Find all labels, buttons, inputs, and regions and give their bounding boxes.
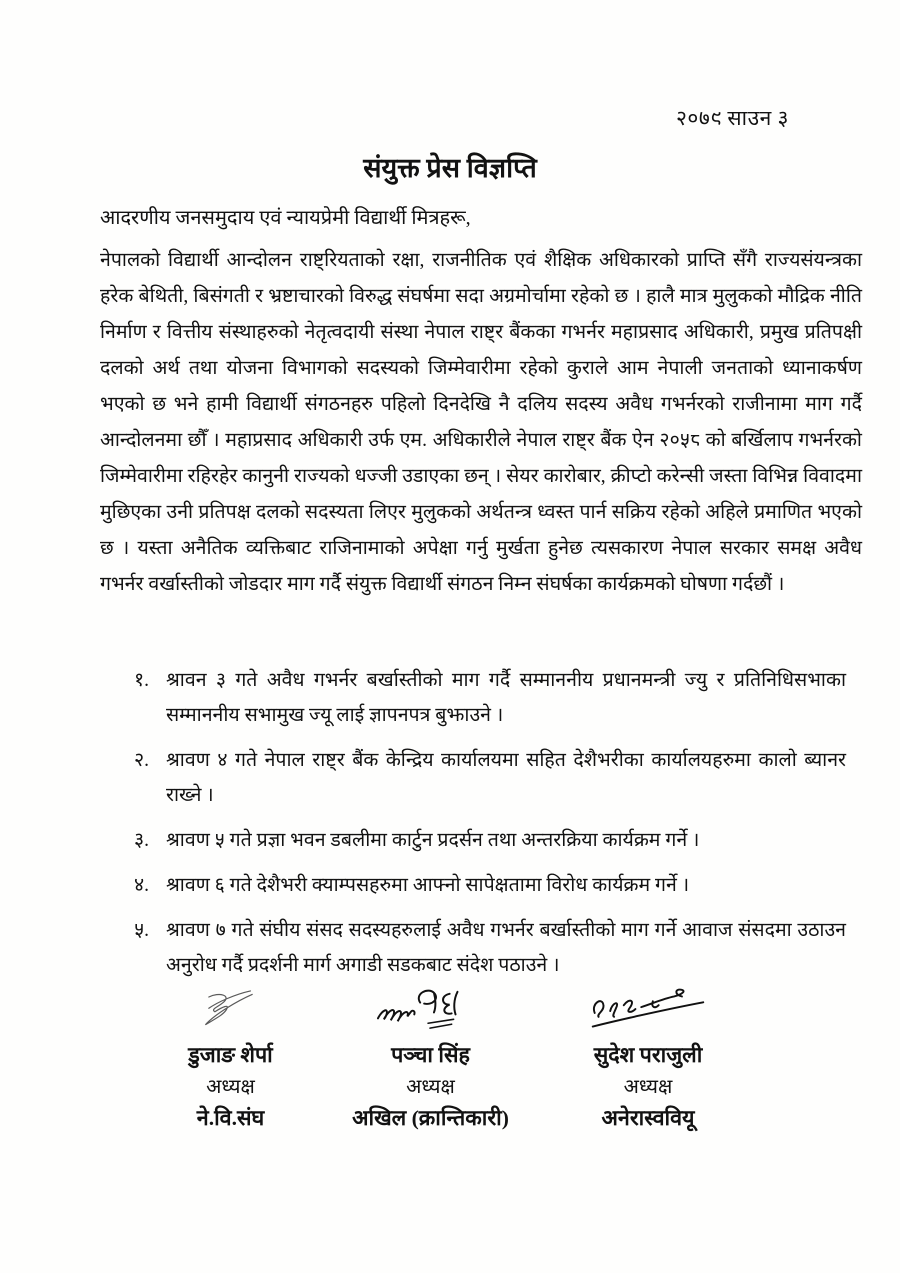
signatory-org: अखिल (क्रान्तिकारी)	[352, 1106, 509, 1130]
signatory-org: ने.वि.संघ	[196, 1106, 265, 1130]
list-item-text: श्रावण ५ गते प्रज्ञा भवन डबलीमा कार्टुन प्रदर्सन तथा अन्तरक्रिया कार्यक्रम गर्ने ।	[166, 830, 700, 851]
list-item-text: श्रावण ६ गते देशैभरी क्याम्पसहरुमा आफ्नो सापेक्षतामा विरोध कार्यक्रम गर्ने ।	[166, 875, 690, 896]
signatory-org: अनेरास्ववियू	[601, 1106, 695, 1130]
signatory-column	[148, 978, 313, 1132]
list-item-number: १.	[134, 670, 150, 691]
body-paragraph: नेपालको विद्यार्थी आन्दोलन राष्ट्रियताको रक्षा, राजनीतिक एवं शैक्षिक अधिकारको प्राप्ति सँगै राज्यसंयन्त्रका हरेक बेथिती, बिसंगती र भ्रष्टाचारको विरुद्ध संघर्षमा सदा अग्रमोर्चामा रहेको छ । हालै मात्र मुलुकको मौद्रिक नीति निर्माण र वित्तीय संस्थाहरुको नेतृत्वदायी संस्था नेपाल राष्ट्र बैंकका गभर्नर महाप्रसाद अधिकारी, प्रमुख प्रतिपक्षी दलको अर्थ तथा योजना विभागको सदस्यको जिम्मेवारीमा रहेको कुराले आम नेपाली जनताको ध्यानाकर्षण भएको छ भने हामी विद्यार्थी संगठनहरु पहिलो दिनदेखि नै दलिय सदस्य अवैध गभर्नरको राजीनामा माग गर्दै आन्दोलनमा छौँ । महाप्रसाद अधिकारी उर्फ एम. अधिकारीले नेपाल राष्ट्र बैंक ऐन २०५८ को बर्खिलाप गभर्नरको जिम्मेवारीमा रहिरहेर कानुनी राज्यको धज्जी उडाएका छन् । सेयर कारोबार, क्रीप्टो करेन्सी जस्ता विभिन्न विवादमा मुछिएका उनी प्रतिपक्ष दलको सदस्यता लिएर मुलुकको अर्थतन्त्र ध्वस्त पार्न सक्रिय रहेको अहिले प्रमाणित भएको छ । यस्ता अनैतिक व्यक्तिबाट राजिनामाको अपेक्षा गर्नु मुर्खता हुनेछ त्यसकारण नेपाल सरकार समक्ष अवैध गभर्नर वर्खास्तीको जोडदार माग गर्दै संयुक्त विद्यार्थी संगठन निम्न संघर्षका कार्यक्रमको घोषणा गर्दछौं ।	[100, 250, 862, 595]
signatory-role: अध्यक्ष	[206, 1076, 255, 1098]
numbered-list	[134, 663, 846, 993]
list-item-number: ५.	[134, 920, 150, 941]
document-date: २०७९ साउन ३	[676, 106, 789, 130]
signature-scribble	[336, 978, 526, 1036]
signatory-role: अध्यक्ष	[406, 1076, 455, 1098]
list-item-number: ४.	[134, 875, 150, 896]
list-item	[134, 868, 846, 903]
list-item	[134, 663, 846, 733]
signature-scribble	[148, 978, 313, 1036]
signatory-name: पञ्चा सिंह	[391, 1043, 470, 1067]
list-item-text: श्रावण ७ गते संघीय संसद सदस्यहरुलाई अवैध गभर्नर बर्खास्तीको माग गर्ने आवाज संसदमा उठाउन अनुरोध गर्दै प्रदर्शनी मार्ग अगाडी सडकबाट संदेश पठाउने ।	[166, 920, 846, 976]
signature-block	[148, 978, 748, 1132]
list-item-number: २.	[134, 750, 150, 771]
signatory-name: सुदेश पराजुली	[593, 1043, 703, 1067]
salutation: आदरणीय जनसमुदाय एवं न्यायप्रेमी विद्यार्थी मित्रहरू,	[100, 207, 471, 229]
list-item	[134, 743, 846, 813]
list-item	[134, 913, 846, 983]
document-title: संयुक्त प्रेस विज्ञप्ति	[363, 153, 537, 183]
list-item-number: ३.	[134, 830, 150, 851]
list-item-text: श्रावण ४ गते नेपाल राष्ट्र बैंक केन्द्रिय कार्यालयमा सहित देशैभरीका कार्यालयहरुमा कालो ब्यानर राख्ने ।	[166, 750, 846, 806]
list-item	[134, 823, 846, 858]
signature-scribble	[548, 978, 748, 1036]
signatory-name: डुजाङ शेर्पा	[188, 1043, 273, 1067]
signatory-column	[336, 978, 526, 1132]
list-item-text: श्रावन ३ गते अवैध गभर्नर बर्खास्तीको माग गर्दै सम्माननीय प्रधानमन्त्री ज्यु र प्रतिनिधिसभाका सम्माननीय सभामुख ज्यू लाई ज्ञापनपत्र बुझाउने ।	[166, 670, 846, 726]
signatory-column	[548, 978, 748, 1132]
signatory-role: अध्यक्ष	[623, 1076, 673, 1098]
